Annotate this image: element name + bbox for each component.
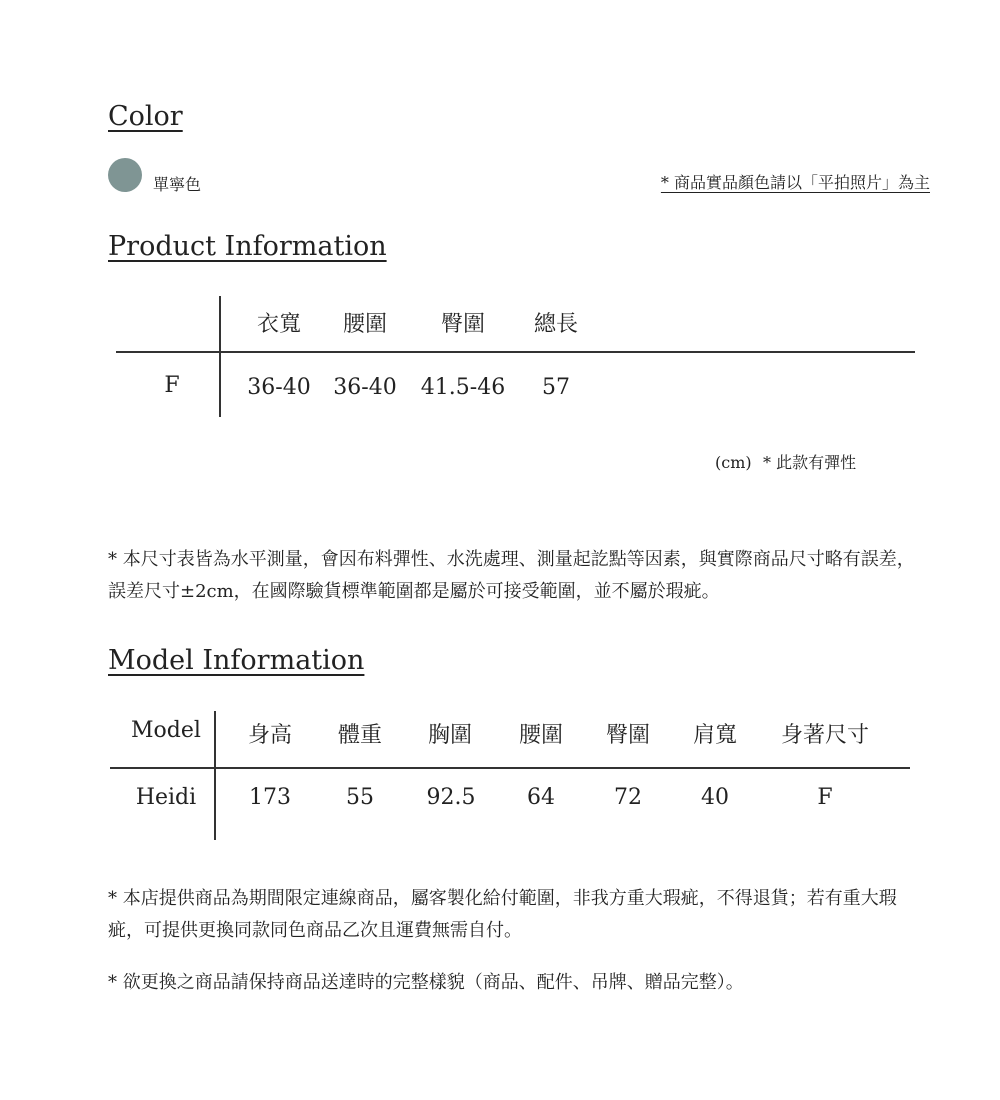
model-header-bust: 胸圍: [427, 723, 472, 748]
model-table-horizontal-divider: [110, 767, 910, 769]
model-value-weight: 55: [346, 785, 374, 810]
model-name: Heidi: [135, 785, 197, 810]
model-value-bust: 92.5: [426, 785, 476, 810]
model-header-waist: 腰圍: [518, 723, 563, 748]
product-header-hip: 臀圍: [440, 312, 485, 337]
measurement-note: * 本尺寸表皆為水平測量，會因布料彈性、水洗處理、測量起訖點等因素，與實際商品尺寸略有誤差，誤差尺寸±2cm，在國際驗貨標準範圍都是屬於可接受範圍，並不屬於瑕疵。: [108, 549, 915, 602]
model-value-waist: 64: [527, 785, 555, 810]
product-value-chest-width: 36-40: [247, 375, 311, 400]
model-header-height: 身高: [247, 723, 292, 748]
model-value-size-worn: F: [817, 785, 833, 810]
product-header-waist: 腰圍: [342, 312, 387, 337]
product-header-chest-width: 衣寬: [256, 312, 301, 337]
exchange-condition-note: * 欲更換之商品請保持商品送達時的完整樣貌（商品、配件、吊牌、贈品完整）。: [108, 972, 744, 993]
unit-label: (cm): [715, 453, 752, 472]
product-header-length: 總長: [533, 312, 578, 337]
product-size-label: F: [164, 373, 180, 398]
model-value-hip: 72: [614, 785, 642, 810]
model-header-size-worn: 身著尺寸: [780, 723, 869, 748]
model-value-height: 173: [249, 785, 291, 810]
model-section-title: Model Information: [108, 645, 365, 676]
model-header-hip: 臀圍: [605, 723, 650, 748]
photo-color-note: * 商品實品顏色請以「平拍照片」為主: [660, 173, 930, 192]
product-value-waist: 36-40: [333, 375, 397, 400]
color-name: 單寧色: [153, 175, 202, 194]
product-section-title: Product Information: [108, 231, 387, 262]
product-table-horizontal-divider: [116, 351, 915, 353]
product-value-hip: 41.5-46: [420, 375, 506, 400]
return-policy-note: * 本店提供商品為期間限定連線商品，屬客製化給付範圍，非我方重大瑕疵，不得退貨；若有重大瑕疵，可提供更換同款同色商品乙次且運費無需自付。: [108, 888, 897, 941]
color-section-title: Color: [108, 101, 183, 132]
product-value-length: 57: [542, 375, 570, 400]
model-table-vertical-divider: [214, 711, 216, 840]
product-table-vertical-divider: [219, 296, 221, 417]
elastic-note: * 此款有彈性: [763, 453, 857, 472]
model-corner-label: Model: [131, 718, 201, 743]
model-header-weight: 體重: [337, 723, 382, 748]
model-header-shoulder: 肩寬: [692, 723, 737, 748]
model-value-shoulder: 40: [701, 785, 729, 810]
color-swatch[interactable]: [108, 158, 142, 192]
